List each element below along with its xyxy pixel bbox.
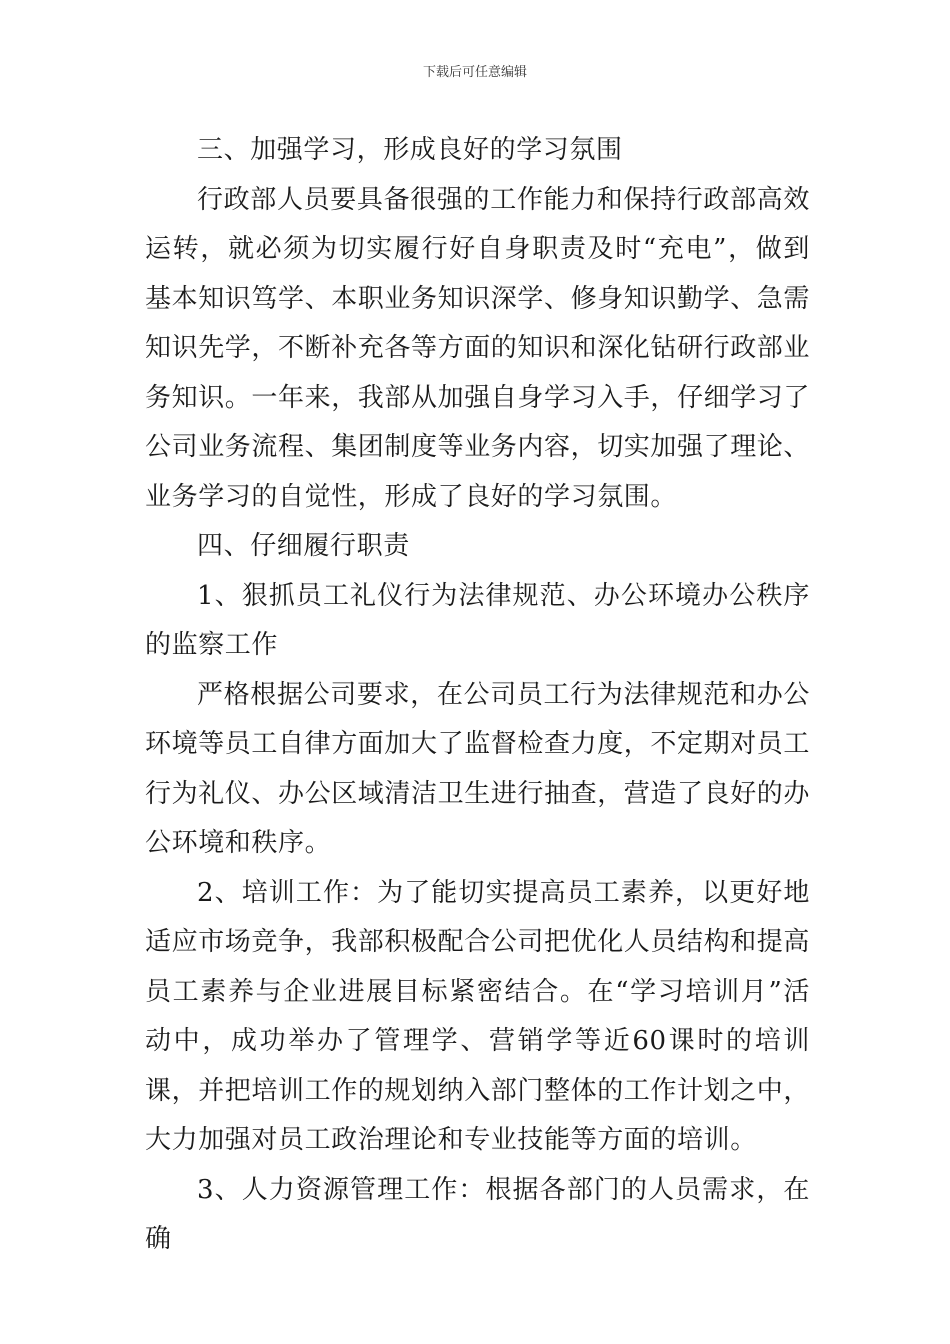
- paragraph-hr-management: 3、人力资源管理工作：根据各部门的人员需求，在确: [145, 1174, 810, 1254]
- document-body: [145, 126, 810, 1265]
- section-heading-learning: 三、加强学习，形成良好的学习氛围: [197, 135, 623, 165]
- page-header-note: 下载后可任意编辑: [422, 65, 527, 80]
- paragraph-supervision: 严格根据公司要求，在公司员工行为法律规范和办公环境等员工自律方面加大了监督检查力度，不定期对员工行为礼仪、办公区域清洁卫生进行抽查，营造了良好的办公环境和秩序。: [145, 679, 811, 858]
- subheading-supervision: 1、狠抓员工礼仪行为法律规范、办公环境办公秩序的监察工作: [145, 580, 810, 660]
- section-heading-duties: 四、仔细履行职责: [197, 531, 410, 561]
- paragraph-learning: 行政部人员要具备很强的工作能力和保持行政部高效运转，就必须为切实履行好自身职责及时“充电”，做到基本知识笃学、本职业务知识深学、修身知识勤学、急需知识先学，不断补充各等方面的知识和深化钻研行政部业务知识。一年来，我部从加强自身学习入手，仔细学习了公司业务流程、集团制度等业务内容，切实加强了理论、业务学习的自觉性，形成了良好的学习氛围。: [145, 184, 811, 512]
- paragraph-training: 2、培训工作：为了能切实提高员工素养，以更好地适应市场竞争，我部积极配合公司把优化人员结构和提高员工素养与企业进展目标紧密结合。在“学习培训月”活动中，成功举办了管理学、营销学等近60课时的培训课，并把培训工作的规划纳入部门整体的工作计划之中，大力加强对员工政治理论和专业技能等方面的培训。: [145, 877, 811, 1155]
